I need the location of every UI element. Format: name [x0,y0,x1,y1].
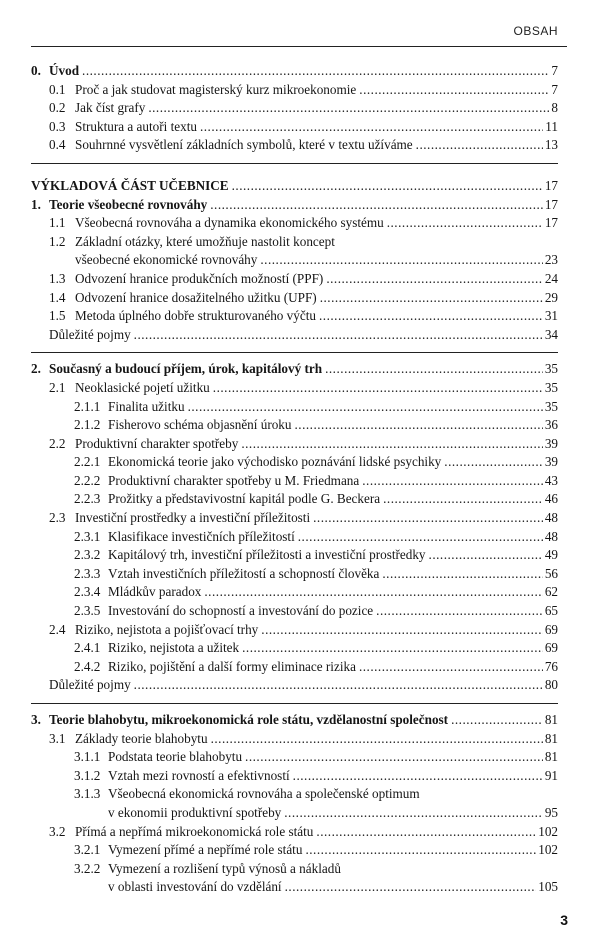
toc-entry-row [31,136,558,155]
toc-section-uvod [31,62,558,155]
toc-entry-title: Prožitky a představivostní kapitál podle G. Beckera [108,491,381,507]
toc-chapter-row [31,360,558,379]
leader-dots [325,360,543,379]
toc-entry-title: Všeobecná rovnováha a dynamika ekonomického systému [75,215,384,231]
toc-entry-number: 0.2 [49,100,66,116]
toc-page-number: 31 [544,308,558,324]
toc-entry-number: 1. [31,196,41,212]
toc-subentry-row [31,528,558,547]
toc-entry-row [31,621,558,640]
toc-entry-title: Základy teorie blahobytu [75,730,208,746]
toc-page-number: 8 [551,100,558,116]
leader-dots [200,118,543,137]
leader-dots [362,472,543,491]
toc-entry-title: Finalita užitku [108,398,185,414]
toc-entry-row [31,435,558,454]
toc-entry-number: 2.1.1 [74,398,101,414]
leader-dots [285,878,537,897]
leader-dots [316,823,536,842]
toc-entry-title: Klasifikace investičních příležitostí [108,528,295,544]
toc-entry-row [31,509,558,528]
toc-entry-title: Úvod [49,63,80,78]
toc-entry-title: Vymezení přímé a nepřímé role státu [108,842,303,858]
toc-entry-row [31,214,558,233]
toc-entry-title: Neoklasické pojetí užitku [75,379,210,395]
toc-entry-row [31,233,558,252]
toc-entry-continuation-row [31,251,558,270]
toc-page-number: 49 [544,547,558,563]
leader-dots [232,177,543,196]
toc-subentry-row [31,565,558,584]
toc-entry-row [31,118,558,137]
toc-entry-number: 2.3.4 [74,584,101,600]
toc-subentry-row [31,453,558,472]
leader-dots [213,379,543,398]
toc-page-number: 62 [544,584,558,600]
toc-entry-row [31,99,558,118]
toc-entry-title: Všeobecná ekonomická rovnováha a společenské optimum [108,786,420,802]
toc-entry-number: 2.2.3 [74,491,101,507]
toc-page-number: 81 [544,712,558,727]
toc-entry-title: Důležité pojmy [49,677,131,693]
toc-subentry-row [31,841,558,860]
toc-entry-number: 3.1.2 [74,767,101,783]
leader-dots [245,748,543,767]
toc-page-number: 76 [544,658,558,674]
toc-page-number: 35 [544,398,558,414]
toc-entry-number: 2.3.1 [74,528,101,544]
toc-entry-title: Struktura a autoři textu [75,118,197,134]
toc-entry-title: Odvození hranice dosažitelného užitku (UPF) [75,289,317,305]
toc-chapter-row [31,711,558,730]
toc-entry-number: 2.4.2 [74,658,101,674]
toc-chapter-2 [31,352,558,695]
toc-entry-row [31,379,558,398]
toc-page-number: 17 [544,177,558,193]
toc-subentry-row [31,748,558,767]
toc-entry-row [31,81,558,100]
toc-part-title: VÝKLADOVÁ ČÁST UČEBNICE [31,177,229,193]
leader-dots [416,136,543,155]
leader-dots [451,711,543,730]
toc-page-number: 7 [551,81,558,97]
toc-subentry-row [31,767,558,786]
toc-entry-number: 3.1.1 [74,749,101,765]
toc-entry-title: Riziko, pojištění a další formy eliminace rizika [108,658,356,674]
leader-dots [210,196,543,215]
toc-entry-title: Současný a budoucí příjem, úrok, kapitálový trh [49,361,323,377]
leader-dots [320,289,543,308]
toc-entry-row [31,289,558,308]
toc-page-number: 23 [544,252,558,268]
toc-entry-number: 2.3 [49,510,66,526]
toc-subentry-row [31,583,558,602]
toc-entry-title: Investiční prostředky a investiční příležitosti [75,510,311,526]
toc-entry-title-continuation: všeobecné ekonomické rovnováhy [75,252,258,268]
toc-page-number: 46 [544,491,558,507]
leader-dots [284,804,543,823]
toc-entry-title: Základní otázky, které umožňuje nastolit koncept [75,233,335,249]
leader-dots [260,251,542,270]
toc-page-number: 17 [544,196,558,212]
leader-dots [305,841,536,860]
toc-page-number: 7 [551,63,558,78]
toc-entry-number: 3.1 [49,730,66,746]
toc-page-number: 48 [544,510,558,526]
toc-entry-number: 3.2 [49,823,66,839]
toc-entry-number: 0. [31,63,41,78]
leader-dots [319,307,543,326]
leader-dots [313,509,543,528]
toc-entry-title: Teorie všeobecné rovnováhy [49,196,208,212]
toc-page-number: 81 [544,749,558,765]
toc-chapter-row [31,62,558,81]
toc-page-number: 102 [538,823,558,839]
toc-page-number: 69 [544,621,558,637]
toc-page-number: 48 [544,528,558,544]
toc-page-number: 29 [544,289,558,305]
toc-page-number: 34 [544,326,558,342]
toc-entry-continuation-row [31,878,558,897]
toc-entry-number: 2.2.1 [74,454,101,470]
leader-dots [242,639,543,658]
toc-page-number: 39 [544,435,558,451]
toc-subentry-row [31,398,558,417]
toc-entry-continuation-row [31,804,558,823]
leader-dots [293,767,543,786]
toc-page-number: 80 [544,677,558,693]
toc-page-number: 35 [544,361,558,377]
toc-chapter-row [31,196,558,215]
leader-dots [82,62,549,81]
toc-entry-number: 0.1 [49,81,66,97]
toc-entry-title-continuation: v oblasti investování do vzdělání [108,879,282,895]
leader-dots [295,416,543,435]
leader-dots [444,453,543,472]
toc-chapter-3 [31,703,558,897]
toc-entry-number: 2.4 [49,621,66,637]
toc-page-number: 102 [538,842,558,858]
section-header-label: OBSAH [513,24,558,38]
toc-key-terms-row [31,326,558,345]
leader-dots [376,602,543,621]
toc-page-number: 36 [544,417,558,433]
toc-entry-title: Ekonomická teorie jako východisko poznávání lidské psychiky [108,454,442,470]
leader-dots [359,658,543,677]
toc-entry-title: Fisherovo schéma objasnění úroku [108,417,292,433]
toc-entry-number: 2.3.3 [74,565,101,581]
leader-dots [387,214,543,233]
toc-entry-number: 2. [31,361,41,377]
toc-entry-number: 3.2.1 [74,842,101,858]
toc-entry-number: 1.5 [49,308,66,324]
toc-part-vykladova [31,163,558,344]
leader-dots [188,398,543,417]
page-number: 3 [560,912,568,928]
toc-subentry-row [31,658,558,677]
toc-entry-row [31,823,558,842]
toc-entry-title: Produktivní charakter spotřeby u M. Friedmana [108,472,360,488]
toc-entry-number: 2.3.5 [74,603,101,619]
toc-entry-title-continuation: v ekonomii produktivní spotřeby [108,804,282,820]
toc-page-number: 105 [538,879,558,895]
leader-dots [298,528,543,547]
toc-subentry-row [31,472,558,491]
toc-subentry-row [31,490,558,509]
toc-page-number: 39 [544,454,558,470]
toc-page-number: 95 [544,804,558,820]
leader-dots [134,676,543,695]
leader-dots [148,99,549,118]
leader-dots [359,81,549,100]
toc-entry-number: 3. [31,712,41,727]
toc-page-number: 11 [545,118,558,134]
toc-part-row [31,177,558,196]
toc-entry-number: 1.3 [49,270,66,286]
toc-entry-title: Důležité pojmy [49,326,131,342]
leader-dots [134,326,543,345]
toc-subentry-row [31,860,558,879]
toc-entry-number: 1.2 [49,233,66,249]
leader-dots [382,565,542,584]
toc-entry-title: Riziko, nejistota a pojišťovací trhy [75,621,259,637]
toc-subentry-row [31,639,558,658]
toc-subentry-row [31,416,558,435]
toc-entry-row [31,307,558,326]
toc-entry-number: 3.1.3 [74,786,101,802]
toc-entry-number: 2.4.1 [74,640,101,656]
toc-entry-title: Investování do schopností a investování do pozice [108,603,374,619]
toc-entry-title: Metoda úplného dobře strukturovaného výčtu [75,308,316,324]
toc-entry-title: Riziko, nejistota a užitek [108,640,240,656]
toc-entry-number: 2.1.2 [74,417,101,433]
toc-key-terms-row [31,676,558,695]
table-of-contents [31,62,558,897]
leader-dots [429,546,543,565]
toc-subentry-row [31,546,558,565]
toc-page-number: 24 [544,270,558,286]
toc-entry-number: 1.4 [49,289,66,305]
leader-dots [326,270,542,289]
leader-dots [383,490,543,509]
toc-entry-title: Vztah investičních příležitostí a schopností člověka [108,565,380,581]
toc-entry-number: 2.2.2 [74,472,101,488]
toc-subentry-row [31,785,558,804]
toc-entry-number: 3.2.2 [74,860,101,876]
toc-page-number: 91 [544,767,558,783]
toc-entry-title: Produktivní charakter spotřeby [75,435,239,451]
toc-page-number: 17 [544,215,558,231]
toc-page-number: 13 [544,137,558,153]
toc-entry-title: Vymezení a rozlišení typů výnosů a nákladů [108,860,341,876]
toc-entry-title: Mládkův paradox [108,584,202,600]
toc-entry-title: Podstata teorie blahobytu [108,749,243,765]
toc-entry-number: 2.2 [49,435,66,451]
toc-entry-title: Vztah mezi rovností a efektivností [108,767,290,783]
leader-dots [204,583,542,602]
leader-dots [241,435,542,454]
toc-page-number: 65 [544,603,558,619]
toc-entry-number: 0.4 [49,137,66,153]
leader-dots [261,621,543,640]
toc-page-number: 69 [544,640,558,656]
toc-entry-title: Přímá a nepřímá mikroekonomická role státu [75,823,314,839]
toc-entry-number: 2.3.2 [74,547,101,563]
toc-page-number: 35 [544,379,558,395]
toc-page-number: 56 [544,565,558,581]
toc-entry-title: Odvození hranice produkčních možností (PPF) [75,270,324,286]
toc-page-number: 81 [544,730,558,746]
toc-subentry-row [31,602,558,621]
toc-entry-title: Kapitálový trh, investiční příležitosti a investiční prostředky [108,547,426,563]
leader-dots [211,730,543,749]
toc-entry-title: Proč a jak studovat magisterský kurz mikroekonomie [75,81,357,97]
toc-entry-title: Teorie blahobytu, mikroekonomická role státu, vzdělanostní společnost [49,712,449,727]
toc-entry-number: 2.1 [49,379,66,395]
toc-entry-number: 0.3 [49,118,66,134]
header-rule [31,46,567,47]
toc-entry-title: Souhrnné vysvětlení základních symbolů, které v textu užíváme [75,137,413,153]
toc-entry-row [31,730,558,749]
toc-entry-title: Jak číst grafy [75,100,146,116]
toc-page-number: 43 [544,472,558,488]
toc-entry-row [31,270,558,289]
toc-entry-number: 1.1 [49,215,66,231]
